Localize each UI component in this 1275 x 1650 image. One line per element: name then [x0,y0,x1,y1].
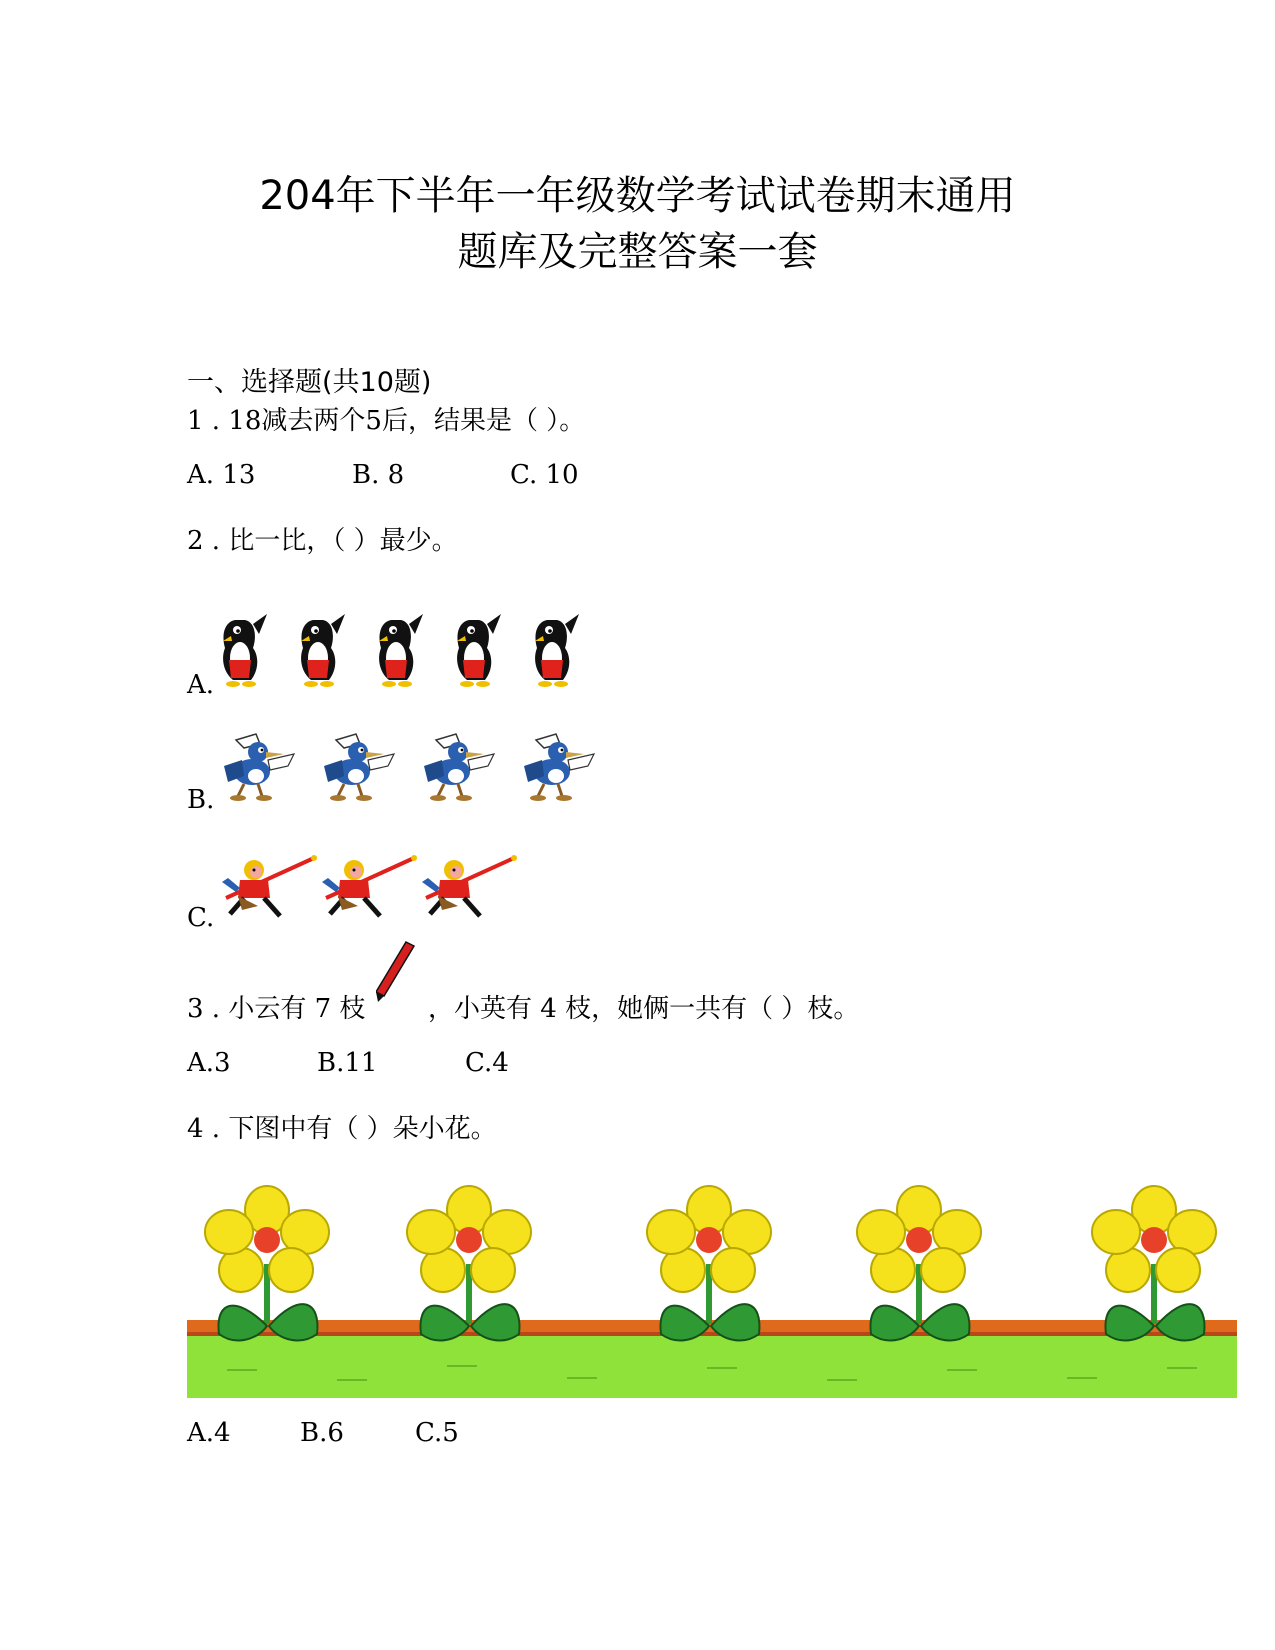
question-3-stem-end: ，小英有 4 枝，她俩一共有（ ）枝。 [428,994,860,1024]
question-4-option-b[interactable]: B.6 [300,1418,344,1448]
flower-picture [187,1180,1237,1402]
pencil-icon [376,940,416,1008]
question-1-stem: 1 . 18减去两个5后，结果是（ ）。 [187,406,586,436]
question-2-option-b[interactable]: B. [187,785,215,815]
question-1-option-c[interactable]: C. 10 [510,460,579,490]
question-2-option-c[interactable]: C. [187,903,215,933]
question-2-option-a[interactable]: A. [187,670,215,700]
question-2-stem: 2 . 比一比，（ ）最少。 [187,526,458,556]
question-3-option-a[interactable]: A.3 [187,1048,231,1078]
question-4-stem: 4 . 下图中有（ ）朵小花。 [187,1114,497,1144]
question-4-option-a[interactable]: A.4 [187,1418,231,1448]
question-1-option-b[interactable]: B. 8 [352,460,405,490]
question-4-option-c[interactable]: C.5 [415,1418,459,1448]
bird-row [222,730,612,809]
question-3-option-b[interactable]: B.11 [317,1048,378,1078]
question-3-option-c[interactable]: C.4 [465,1048,509,1078]
section-heading: 一、选择题(共10题) [187,367,432,398]
question-3-stem-start: 3 . 小云有 7 枝 [187,994,366,1024]
page-title-line-1: 204年下半年一年级数学考试试卷期末通用 [259,173,1016,219]
page-title-line-2: 题库及完整答案一套 [457,229,818,275]
monkey-king-row [218,850,538,926]
question-1-option-a[interactable]: A. 13 [187,460,256,490]
penguin-row [215,612,605,696]
